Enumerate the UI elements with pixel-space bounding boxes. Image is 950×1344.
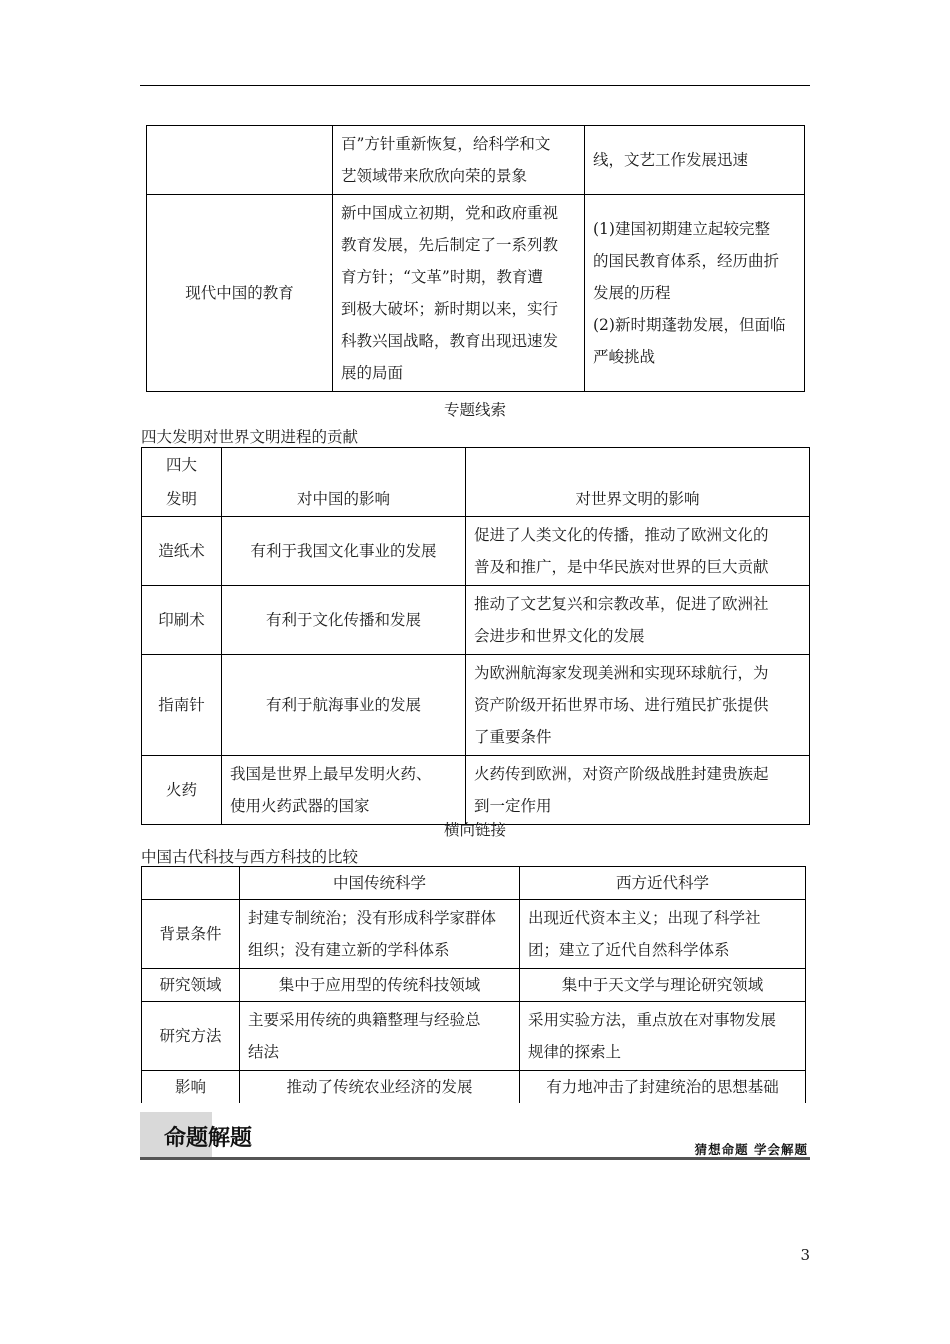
cell-line: 集中于应用型的传统科技领域 [278,976,481,994]
cell-line: 有利于航海事业的发展 [265,696,421,714]
invention-name: 印刷术 [142,586,222,655]
row-label: 研究方法 [142,1002,240,1071]
table-row [142,756,810,825]
cell-line: 采用实验方法，重点放在对事物发展 [528,1011,777,1029]
cell-line: 到极大破坏；新时期以来，实行 [341,300,559,318]
table-cell [222,517,466,586]
banner-rule [140,1157,810,1160]
header-cell: 四大 [142,448,222,483]
table-cell [466,756,810,825]
table-cell [333,195,585,392]
table-header-row [142,482,810,517]
table-row [147,126,805,195]
cell-line: 艺领域带来欣欣向荣的景象 [341,167,528,185]
section-caption: 横向链接 [443,821,506,839]
row-label: 研究领域 [142,969,240,1002]
section-caption: 专题线索 [443,401,506,419]
cell-line: 百”方针重新恢复，给科学和文 [341,135,551,153]
table-cell [520,969,806,1002]
invention-name: 指南针 [142,655,222,756]
cell-line: 出现近代资本主义；出现了科学社 [528,909,761,927]
invention-name: 造纸术 [142,517,222,586]
section-subtitle: 四大发明对世界文明进程的贡献 [141,428,359,446]
invention-name: 火药 [142,756,222,825]
table-row [142,655,810,756]
header-cell: 对世界文明的影响 [466,482,810,517]
table-cell [240,969,520,1002]
cell-line: 严峻挑战 [593,348,656,366]
table-cell [147,126,333,195]
header-cell [142,867,240,900]
table-cell [585,195,805,392]
banner-tagline: 猜想命题 学会解题 [694,1142,808,1157]
cell-line: 组织；没有建立新的学科体系 [248,941,450,959]
cell-line: 使用火药武器的国家 [230,797,370,815]
table-row [142,586,810,655]
header-cell: 发明 [142,482,222,517]
science-comparison-table [141,866,806,1103]
cell-line: 资产阶级开拓世界市场、进行殖民扩张提供 [474,696,769,714]
table-row [142,517,810,586]
cell-line: 团；建立了近代自然科学体系 [528,941,730,959]
table-row [142,900,806,969]
cell-line: 展的局面 [341,364,404,382]
education-table [146,125,805,392]
table-cell [240,1071,520,1104]
table-header-row [142,448,810,483]
header-cell [466,448,810,483]
header-cell: 对中国的影响 [222,482,466,517]
cell-line: 封建专制统治；没有形成科学家群体 [248,909,497,927]
cell-line: (2)新时期蓬勃发展，但面临 [593,316,786,334]
table-cell [240,900,520,969]
cell-line: 有利于我国文化事业的发展 [250,542,437,560]
table-cell: 现代中国的教育 [147,195,333,392]
cell-line: 集中于天文学与理论研究领域 [561,976,764,994]
cell-line: 教育发展，先后制定了一系列教 [341,236,559,254]
cell-line: 普及和推广，是中华民族对世界的巨大贡献 [474,558,769,576]
table-cell [333,126,585,195]
page-number: 3 [800,1246,810,1264]
table-cell [222,655,466,756]
cell-line: 育方针；“文革”时期，教育遭 [341,268,543,286]
cell-line: 促进了人类文化的传播，推动了欧洲文化的 [474,526,769,544]
cell-line: 会进步和世界文化的发展 [474,627,645,645]
table-cell [466,517,810,586]
cell-line: 有利于文化传播和发展 [265,611,421,629]
cell-line: 线，文艺工作发展迅速 [593,151,749,169]
cell-line: 我国是世界上最早发明火药、 [230,765,432,783]
cell-line: 为欧洲航海家发现美洲和实现环球航行，为 [474,664,769,682]
inventions-table [141,447,810,825]
header-cell: 西方近代科学 [520,867,806,900]
cell-line: 了重要条件 [474,728,552,746]
table-cell [585,126,805,195]
table-row [142,1071,806,1104]
section-subtitle: 中国古代科技与西方科技的比较 [141,848,359,866]
table-row [142,1002,806,1071]
cell-line: 规律的探索上 [528,1043,622,1061]
cell-line: 推动了文艺复兴和宗教改革，促进了欧洲社 [474,595,769,613]
cell-line: 推动了传统农业经济的发展 [286,1078,473,1096]
cell-line: 主要采用传统的典籍整理与经验总 [248,1011,481,1029]
table-cell [466,655,810,756]
cell-line: 火药传到欧洲，对资产阶级战胜封建贵族起 [474,765,769,783]
cell-line: 新中国成立初期，党和政府重视 [341,204,559,222]
header-cell: 中国传统科学 [240,867,520,900]
cell-line: 的国民教育体系，经历曲折 [593,252,780,270]
table-row [147,195,805,392]
table-cell [222,756,466,825]
cell-line: 科教兴国战略，教育出现迅速发 [341,332,559,350]
section-banner [140,1112,810,1160]
cell-line: 发展的历程 [593,284,671,302]
row-label: 影响 [142,1071,240,1104]
table-row [142,969,806,1002]
cell-line: 到一定作用 [474,797,552,815]
cell-line: (1)建国初期建立起较完整 [593,220,770,238]
row-label: 背景条件 [142,900,240,969]
banner-title: 命题解题 [164,1126,253,1151]
table-cell [520,1071,806,1104]
table-cell [240,1002,520,1071]
table-cell [520,1002,806,1071]
table-header-row [142,867,806,900]
cell-line: 有力地冲击了封建统治的思想基础 [546,1078,779,1096]
header-rule [140,85,810,86]
table-cell [466,586,810,655]
table-cell [222,586,466,655]
cell-line: 结法 [248,1043,280,1061]
header-cell [222,448,466,483]
table-cell [520,900,806,969]
